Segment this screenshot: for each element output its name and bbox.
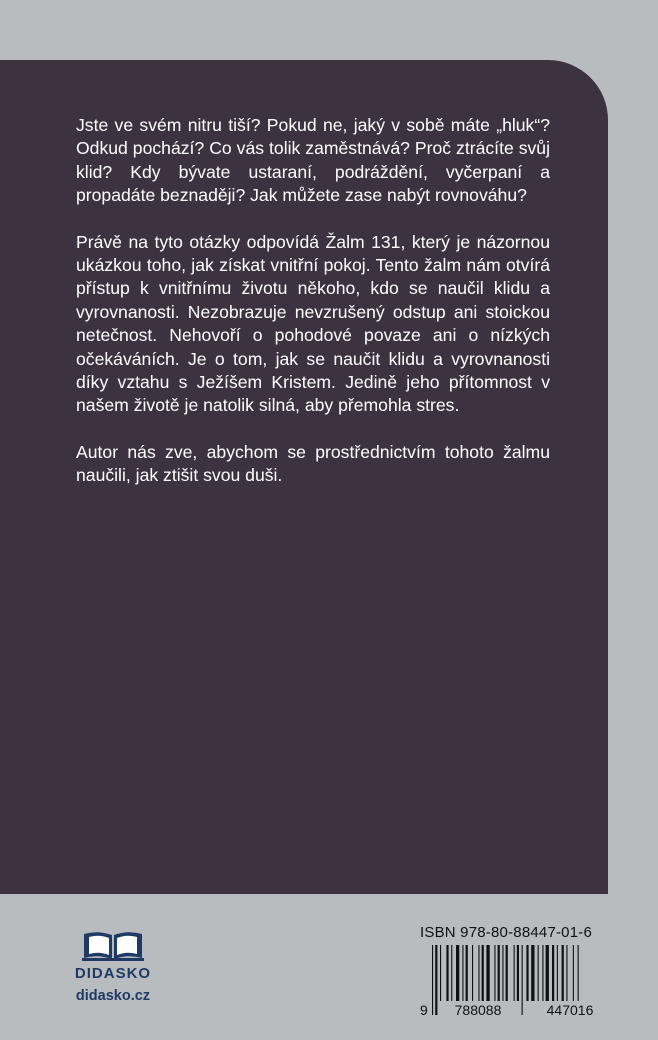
barcode-bar: [531, 945, 534, 1001]
barcode-bar: [482, 945, 484, 1001]
barcode-digits-right: 447016: [546, 1002, 594, 1017]
publisher-logo: [68, 928, 158, 1004]
barcode-bar: [440, 945, 441, 1001]
open-book-icon: [82, 928, 144, 962]
isbn-barcode: [420, 945, 622, 1017]
barcode-bar: [522, 945, 523, 1015]
barcode-bar: [502, 945, 503, 1001]
publisher-url: didasko.cz: [75, 988, 151, 1004]
barcode-bar: [552, 945, 554, 1001]
barcode-bar: [526, 945, 528, 1001]
barcode-bar: [573, 945, 574, 1001]
barcode-digits-left: 788088: [454, 1002, 502, 1017]
blurb-paragraph-1: Jste ve svém nitru tiší? Pokud ne, jaký v sobě máte „hluk“? Odkud pochází? Co vás tolik zaměstnává? Proč ztrácíte svůj klid? Kdy bývate ustaraní, podráždění, vyčerpaní a propadáte beznaději? Jak můžete zase nabýt rovnováhu?: [76, 115, 550, 206]
barcode-bar: [478, 945, 479, 1001]
blurb-paragraph-3: Autor nás zve, abychom se prostřednictvím tohoto žalmu naučili, jak ztišit svou duši.: [76, 441, 550, 486]
barcode-bar: [506, 945, 508, 1001]
barcode-bar: [462, 945, 463, 1001]
barcode-bar: [538, 945, 539, 1001]
barcode-digit-first: 9: [420, 1002, 428, 1017]
barcode-bar: [557, 945, 558, 1001]
barcode-bar: [542, 945, 543, 1001]
barcode-bar: [514, 945, 515, 1001]
barcode-bar: [456, 945, 459, 1001]
publisher-name: DIDASKO: [74, 965, 152, 982]
book-blurb: [76, 114, 550, 511]
barcode-bar: [494, 945, 495, 1001]
barcode-bar: [446, 945, 448, 1001]
barcode-bar: [472, 945, 473, 1001]
barcode-bar: [498, 945, 500, 1001]
barcode-bar: [486, 945, 489, 1001]
barcode-bar: [432, 945, 433, 1015]
blurb-paragraph-2: Právě na tyto otázky odpovídá Žalm 131, který je názornou ukázkou toho, jak získat vnitřní pokoj. Tento žalm nám otvírá přístup k vnitřnímu životu někoho, kdo se naučil klidu a vyrovnanosti. Nezobrazuje nevzrušený odstup ani stoickou netečnost. Nehovoří o pohodové povaze ani o nízkých očekáváních. Je o tom, jak se naučit klidu a vyrovnanosti díky vztahu s Ježíšem Kristem. Jedině jeho přítomnost v našem životě je natolik silná, aby přemohla stres.: [76, 231, 550, 416]
barcode-bar: [566, 945, 567, 1001]
barcode-bar: [562, 945, 564, 1001]
barcode-bar: [517, 945, 519, 1001]
barcode-bar: [435, 945, 437, 1015]
isbn-label: ISBN 978-80-88447-01-6: [420, 924, 593, 941]
barcode-bar: [578, 945, 579, 1001]
barcode-bar: [466, 945, 468, 1001]
barcode-bar: [451, 945, 452, 1001]
barcode-bar: [546, 945, 549, 1001]
